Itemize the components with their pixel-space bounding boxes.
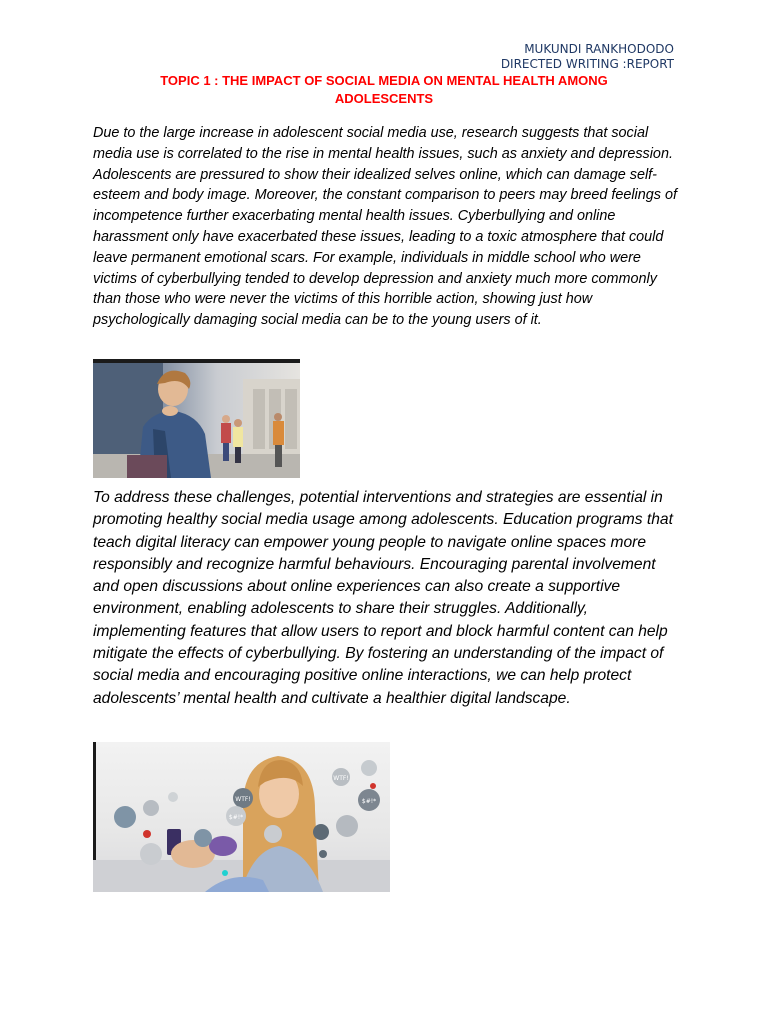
badge-2: $#!* — [228, 814, 244, 821]
author-name: MUKUNDI RANKHODODO — [524, 42, 674, 56]
document-title — [94, 72, 674, 108]
title-line-1: TOPIC 1 : THE IMPACT OF SOCIAL MEDIA ON MENTAL HEALTH AMONG — [160, 73, 608, 88]
document-header — [501, 42, 674, 72]
title-line-2: ADOLESCENTS — [334, 91, 434, 106]
paragraph-intro: Due to the large increase in adolescent social media use, research suggests that social media use is correlated to the rise in mental health issues, such as anxiety and depression. Adolescents are pressured to show their idealized selves online, which can damage self-esteem and body image. Moreover, the constant comparison to peers may breed feelings of incompetence further exacerbating mental health issues. Cyberbullying and online harassment only have exacerbated these issues, leading to a toxic atmosphere that could leave permanent emotional scars. For example, individuals in middle school who were victims of cyberbullying tended to develop depression and anxiety much more commonly than those who were never the victims of this horrible action, showing just how psychologically damaging social media can be to the young users of it. — [93, 125, 677, 329]
badge-1: WTF! — [235, 796, 251, 803]
document-type: DIRECTED WRITING :REPORT — [500, 57, 674, 71]
photo-girl-cyberbullying-phone — [93, 742, 390, 892]
badge-3: WTF! — [333, 775, 349, 782]
photo-lonely-boy-school-hallway — [93, 359, 300, 478]
badge-4: $#!* — [361, 798, 377, 805]
paragraph-interventions: To address these challenges, potential interventions and strategies are essential in promoting healthy social media usage among adolescents. Education programs that teach digital literacy can empower young people to navigate online spaces more responsibly and recognize harmful behaviours. Encouraging parental involvement and open discussions about online experiences can also create a supportive environment, enabling adolescents to share their struggles. Additionally, implementing features that allow users to report and block harmful content can help mitigate the effects of cyberbullying. By fostering an understanding of the impact of social media and encouraging positive online interactions, we can help protect adolescents’ mental health and cultivate a healthier digital landscape. — [93, 489, 673, 707]
